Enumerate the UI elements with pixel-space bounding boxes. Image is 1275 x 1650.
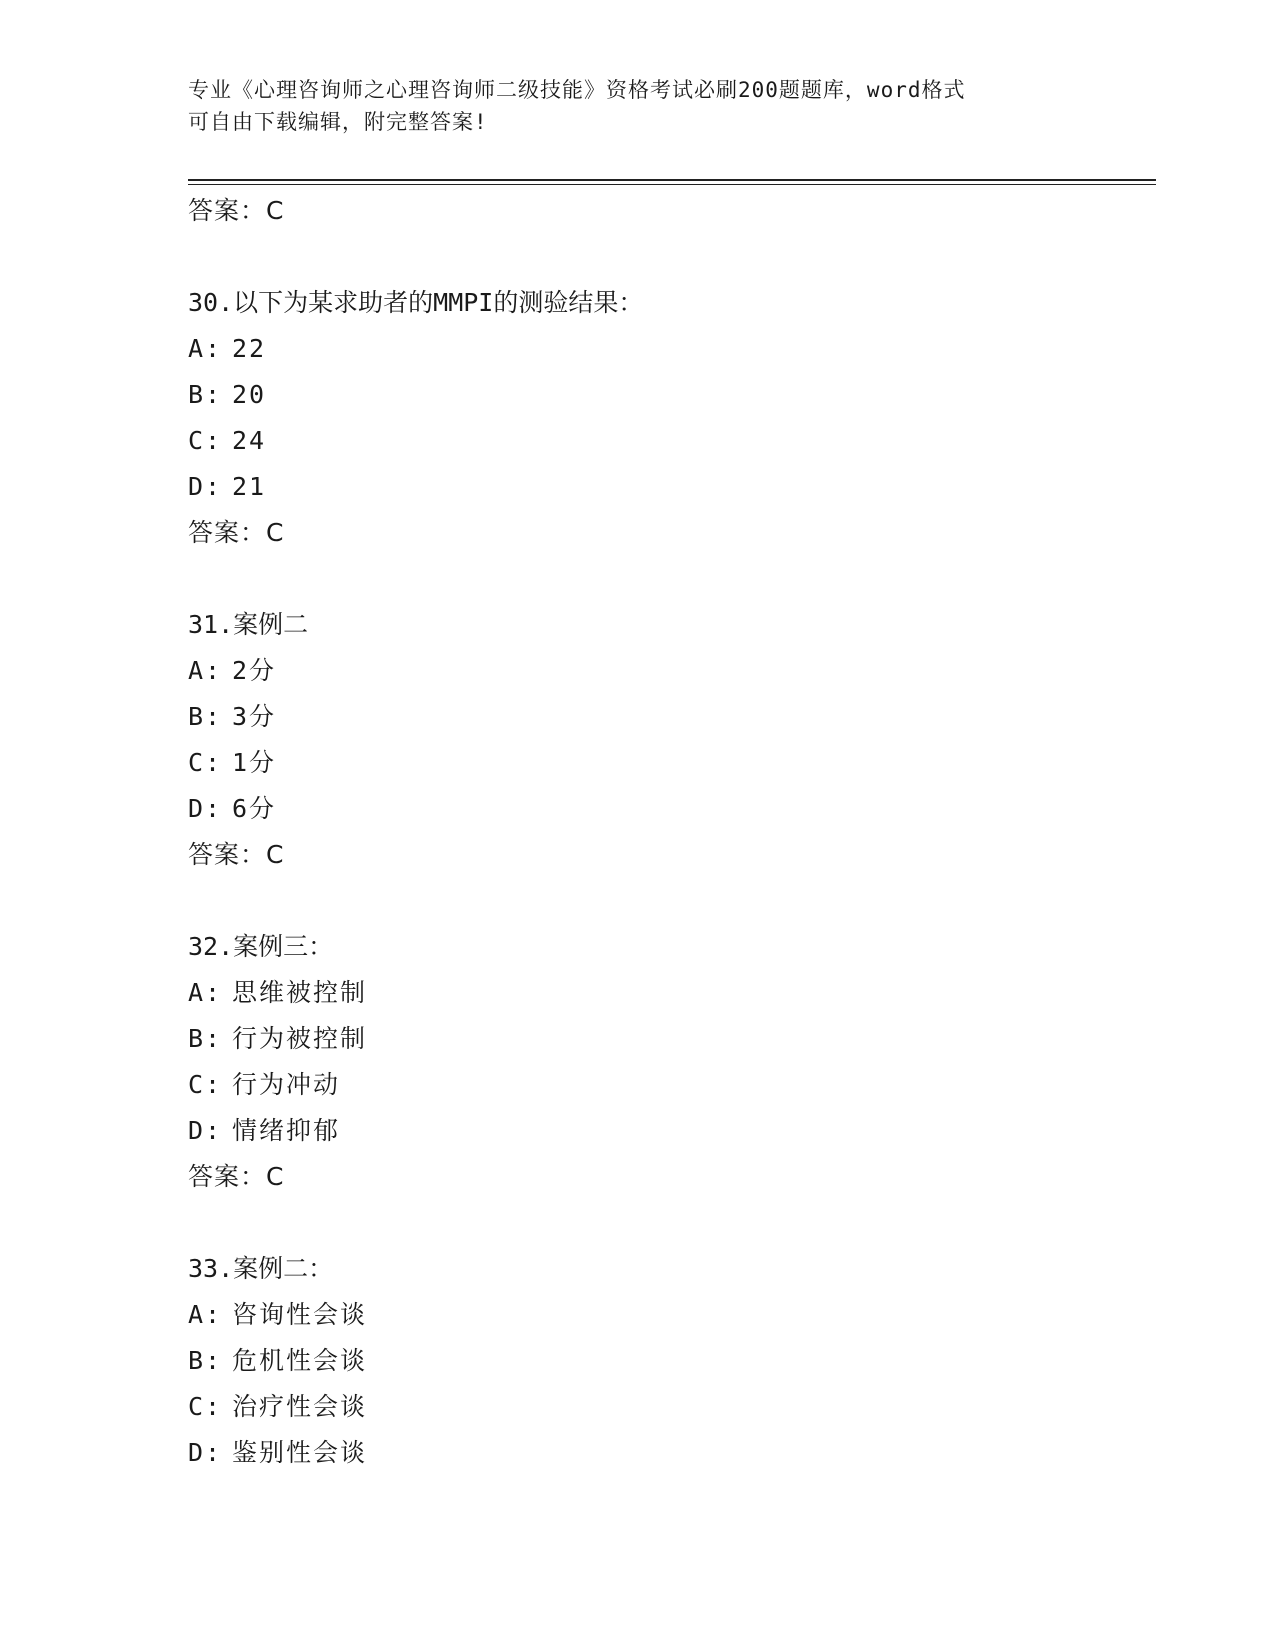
option-b (188, 1016, 1156, 1062)
option-text: 22 (232, 334, 267, 363)
header-divider-thick (188, 179, 1156, 181)
option-text: 行为被控制 (232, 1024, 368, 1053)
spacer (188, 1200, 1156, 1246)
option-letter: A: (188, 656, 223, 685)
option-letter: A: (188, 334, 223, 363)
option-b (188, 1338, 1156, 1384)
option-c (188, 740, 1156, 786)
option-text: 情绪抑郁 (232, 1116, 341, 1145)
option-text: 治疗性会谈 (232, 1392, 368, 1421)
option-letter: D: (188, 472, 223, 501)
page-header (188, 74, 1088, 138)
option-a (188, 970, 1156, 1016)
spacer (188, 234, 1156, 280)
option-d (188, 1108, 1156, 1154)
option-letter: B: (188, 380, 223, 409)
option-letter: C: (188, 1070, 223, 1099)
option-letter: D: (188, 1116, 223, 1145)
option-text: 21 (232, 472, 267, 501)
option-letter: C: (188, 1392, 223, 1421)
option-b (188, 694, 1156, 740)
answer: 答案：C (188, 1162, 285, 1191)
question-stem: 30.以下为某求助者的MMPI的测验结果： (188, 288, 644, 317)
option-text: 危机性会谈 (232, 1346, 368, 1375)
option-text: 鉴别性会谈 (232, 1438, 368, 1467)
option-d (188, 464, 1156, 510)
previous-answer: 答案：C (188, 196, 285, 225)
option-text: 20 (232, 380, 267, 409)
option-letter: D: (188, 1438, 223, 1467)
option-b (188, 372, 1156, 418)
option-letter: C: (188, 748, 223, 777)
option-a (188, 648, 1156, 694)
option-text: 6分 (232, 794, 277, 823)
option-text: 24 (232, 426, 267, 455)
question-stem: 33.案例二： (188, 1254, 334, 1283)
question-30 (188, 280, 1156, 556)
option-c (188, 418, 1156, 464)
question-stem: 32.案例三： (188, 932, 334, 961)
spacer (188, 878, 1156, 924)
header-title-line-2: 可自由下载编辑，附完整答案! (188, 110, 488, 134)
header-title-line-1: 专业《心理咨询师之心理咨询师二级技能》资格考试必刷200题题库，word格式 (188, 78, 966, 102)
option-text: 3分 (232, 702, 277, 731)
option-text: 1分 (232, 748, 277, 777)
option-letter: A: (188, 978, 223, 1007)
spacer (188, 556, 1156, 602)
answer: 答案：C (188, 840, 285, 869)
option-letter: B: (188, 1024, 223, 1053)
option-letter: C: (188, 426, 223, 455)
question-32 (188, 924, 1156, 1200)
option-letter: A: (188, 1300, 223, 1329)
question-stem: 31.案例二 (188, 610, 309, 639)
header-divider-thin (188, 184, 1156, 185)
option-text: 行为冲动 (232, 1070, 341, 1099)
option-a (188, 326, 1156, 372)
option-letter: D: (188, 794, 223, 823)
option-a (188, 1292, 1156, 1338)
option-letter: B: (188, 1346, 223, 1375)
option-letter: B: (188, 702, 223, 731)
question-33 (188, 1246, 1156, 1476)
question-list (188, 188, 1156, 1476)
option-d (188, 786, 1156, 832)
option-text: 咨询性会谈 (232, 1300, 368, 1329)
option-text: 2分 (232, 656, 277, 685)
question-31 (188, 602, 1156, 878)
option-c (188, 1384, 1156, 1430)
answer: 答案：C (188, 518, 285, 547)
option-text: 思维被控制 (232, 978, 368, 1007)
option-c (188, 1062, 1156, 1108)
option-d (188, 1430, 1156, 1476)
